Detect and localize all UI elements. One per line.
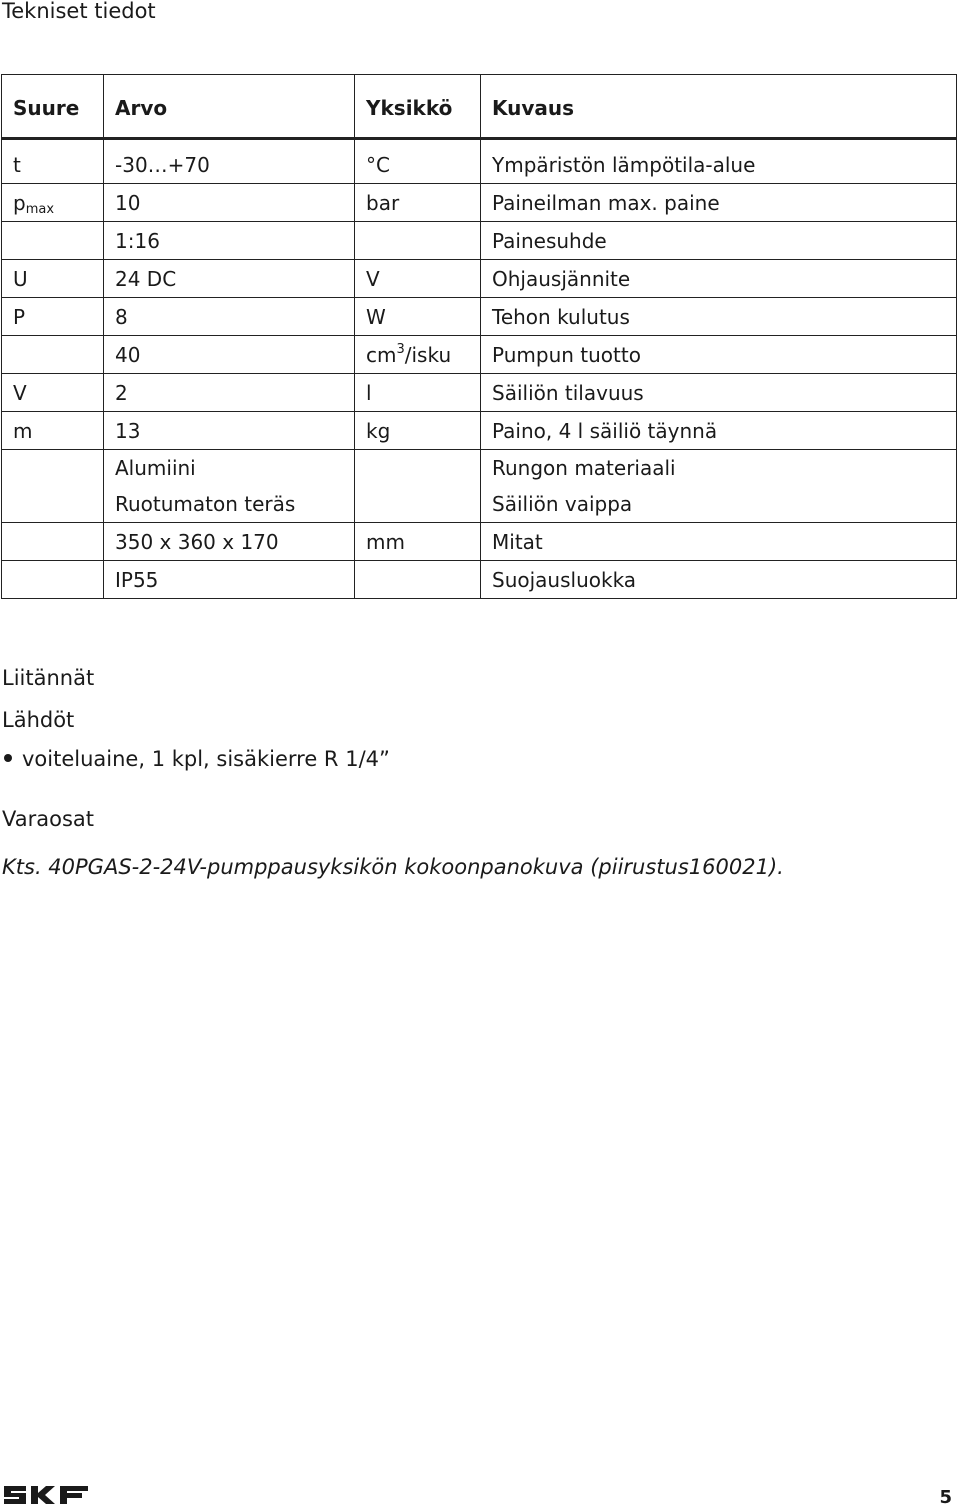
cell-symbol: V [2,374,104,412]
cell-unit: kg [355,412,481,450]
cell-unit [355,336,481,374]
cell-value: 24 DC [104,260,355,298]
cell-description: Mitat [481,523,957,561]
cell-value [104,450,355,523]
skf-logo [2,1484,92,1506]
cell-description: Tehon kulutus [481,298,957,336]
cell-symbol: U [2,260,104,298]
header-value: Arvo [104,75,355,139]
specifications-table [1,74,957,599]
cell-symbol [2,561,104,599]
bullet-icon [4,754,12,762]
cell-description: Pumpun tuotto [481,336,957,374]
cell-value: 2 [104,374,355,412]
cell-symbol: m [2,412,104,450]
cell-unit: l [355,374,481,412]
outputs-heading: Lähdöt [2,708,75,732]
cell-description: Ohjausjännite [481,260,957,298]
cell-value: 40 [104,336,355,374]
cell-symbol: t [2,139,104,184]
cell-description: Ympäristön lämpötila-alue [481,139,957,184]
cell-value: -30…+70 [104,139,355,184]
cell-description: Paino, 4 l säiliö täynnä [481,412,957,450]
table-row [2,184,957,222]
value-line: Ruotumaton teräs [115,492,296,516]
cell-description [481,450,957,523]
cell-unit: V [355,260,481,298]
output-list-item [4,746,390,772]
unit-superscript: 3 [396,341,405,357]
cell-unit: W [355,298,481,336]
cell-symbol [2,184,104,222]
header-symbol: Suure [2,75,104,139]
page-number: 5 [939,1487,952,1508]
description-line: Rungon materiaali [492,456,676,480]
table-header-row [2,75,957,139]
cell-symbol: P [2,298,104,336]
cell-description: Suojausluokka [481,561,957,599]
connections-heading: Liitännät [2,666,95,690]
unit-base: cm [366,342,397,367]
table-row [2,222,957,260]
table-row [2,450,957,523]
cell-unit: bar [355,184,481,222]
value-line: Alumiini [115,456,196,480]
output-item-text: voiteluaine, 1 kpl, sisäkierre R 1/4” [22,747,390,771]
cell-unit: mm [355,523,481,561]
cell-unit: °C [355,139,481,184]
cell-unit [355,561,481,599]
cell-value: 350 x 360 x 170 [104,523,355,561]
table-row [2,561,957,599]
cell-description: Säiliön tilavuus [481,374,957,412]
cell-value: 1:16 [104,222,355,260]
header-unit: Yksikkö [355,75,481,139]
cell-value: IP55 [104,561,355,599]
cell-value: 8 [104,298,355,336]
cell-description: Painesuhde [481,222,957,260]
unit-suffix: /isku [404,342,452,367]
page-title: Tekniset tiedot [2,0,156,23]
cell-symbol [2,222,104,260]
cell-symbol [2,336,104,374]
description-line: Säiliön vaippa [492,492,633,516]
symbol-base: p [13,190,26,215]
header-description: Kuvaus [481,75,957,139]
table-row [2,298,957,336]
table-row [2,139,957,184]
spare-parts-note: Kts. 40PGAS-2-24V-pumppausyksikön kokoonpanokuva (piirustus160021). [2,855,784,879]
cell-value: 10 [104,184,355,222]
table-row [2,374,957,412]
cell-description: Paineilman max. paine [481,184,957,222]
cell-unit [355,450,481,523]
spare-parts-heading: Varaosat [2,807,94,831]
table-row [2,336,957,374]
symbol-subscript: max [25,201,55,217]
cell-symbol [2,523,104,561]
cell-symbol [2,450,104,523]
table-row [2,412,957,450]
cell-value: 13 [104,412,355,450]
table-row [2,260,957,298]
cell-unit [355,222,481,260]
table-row [2,523,957,561]
